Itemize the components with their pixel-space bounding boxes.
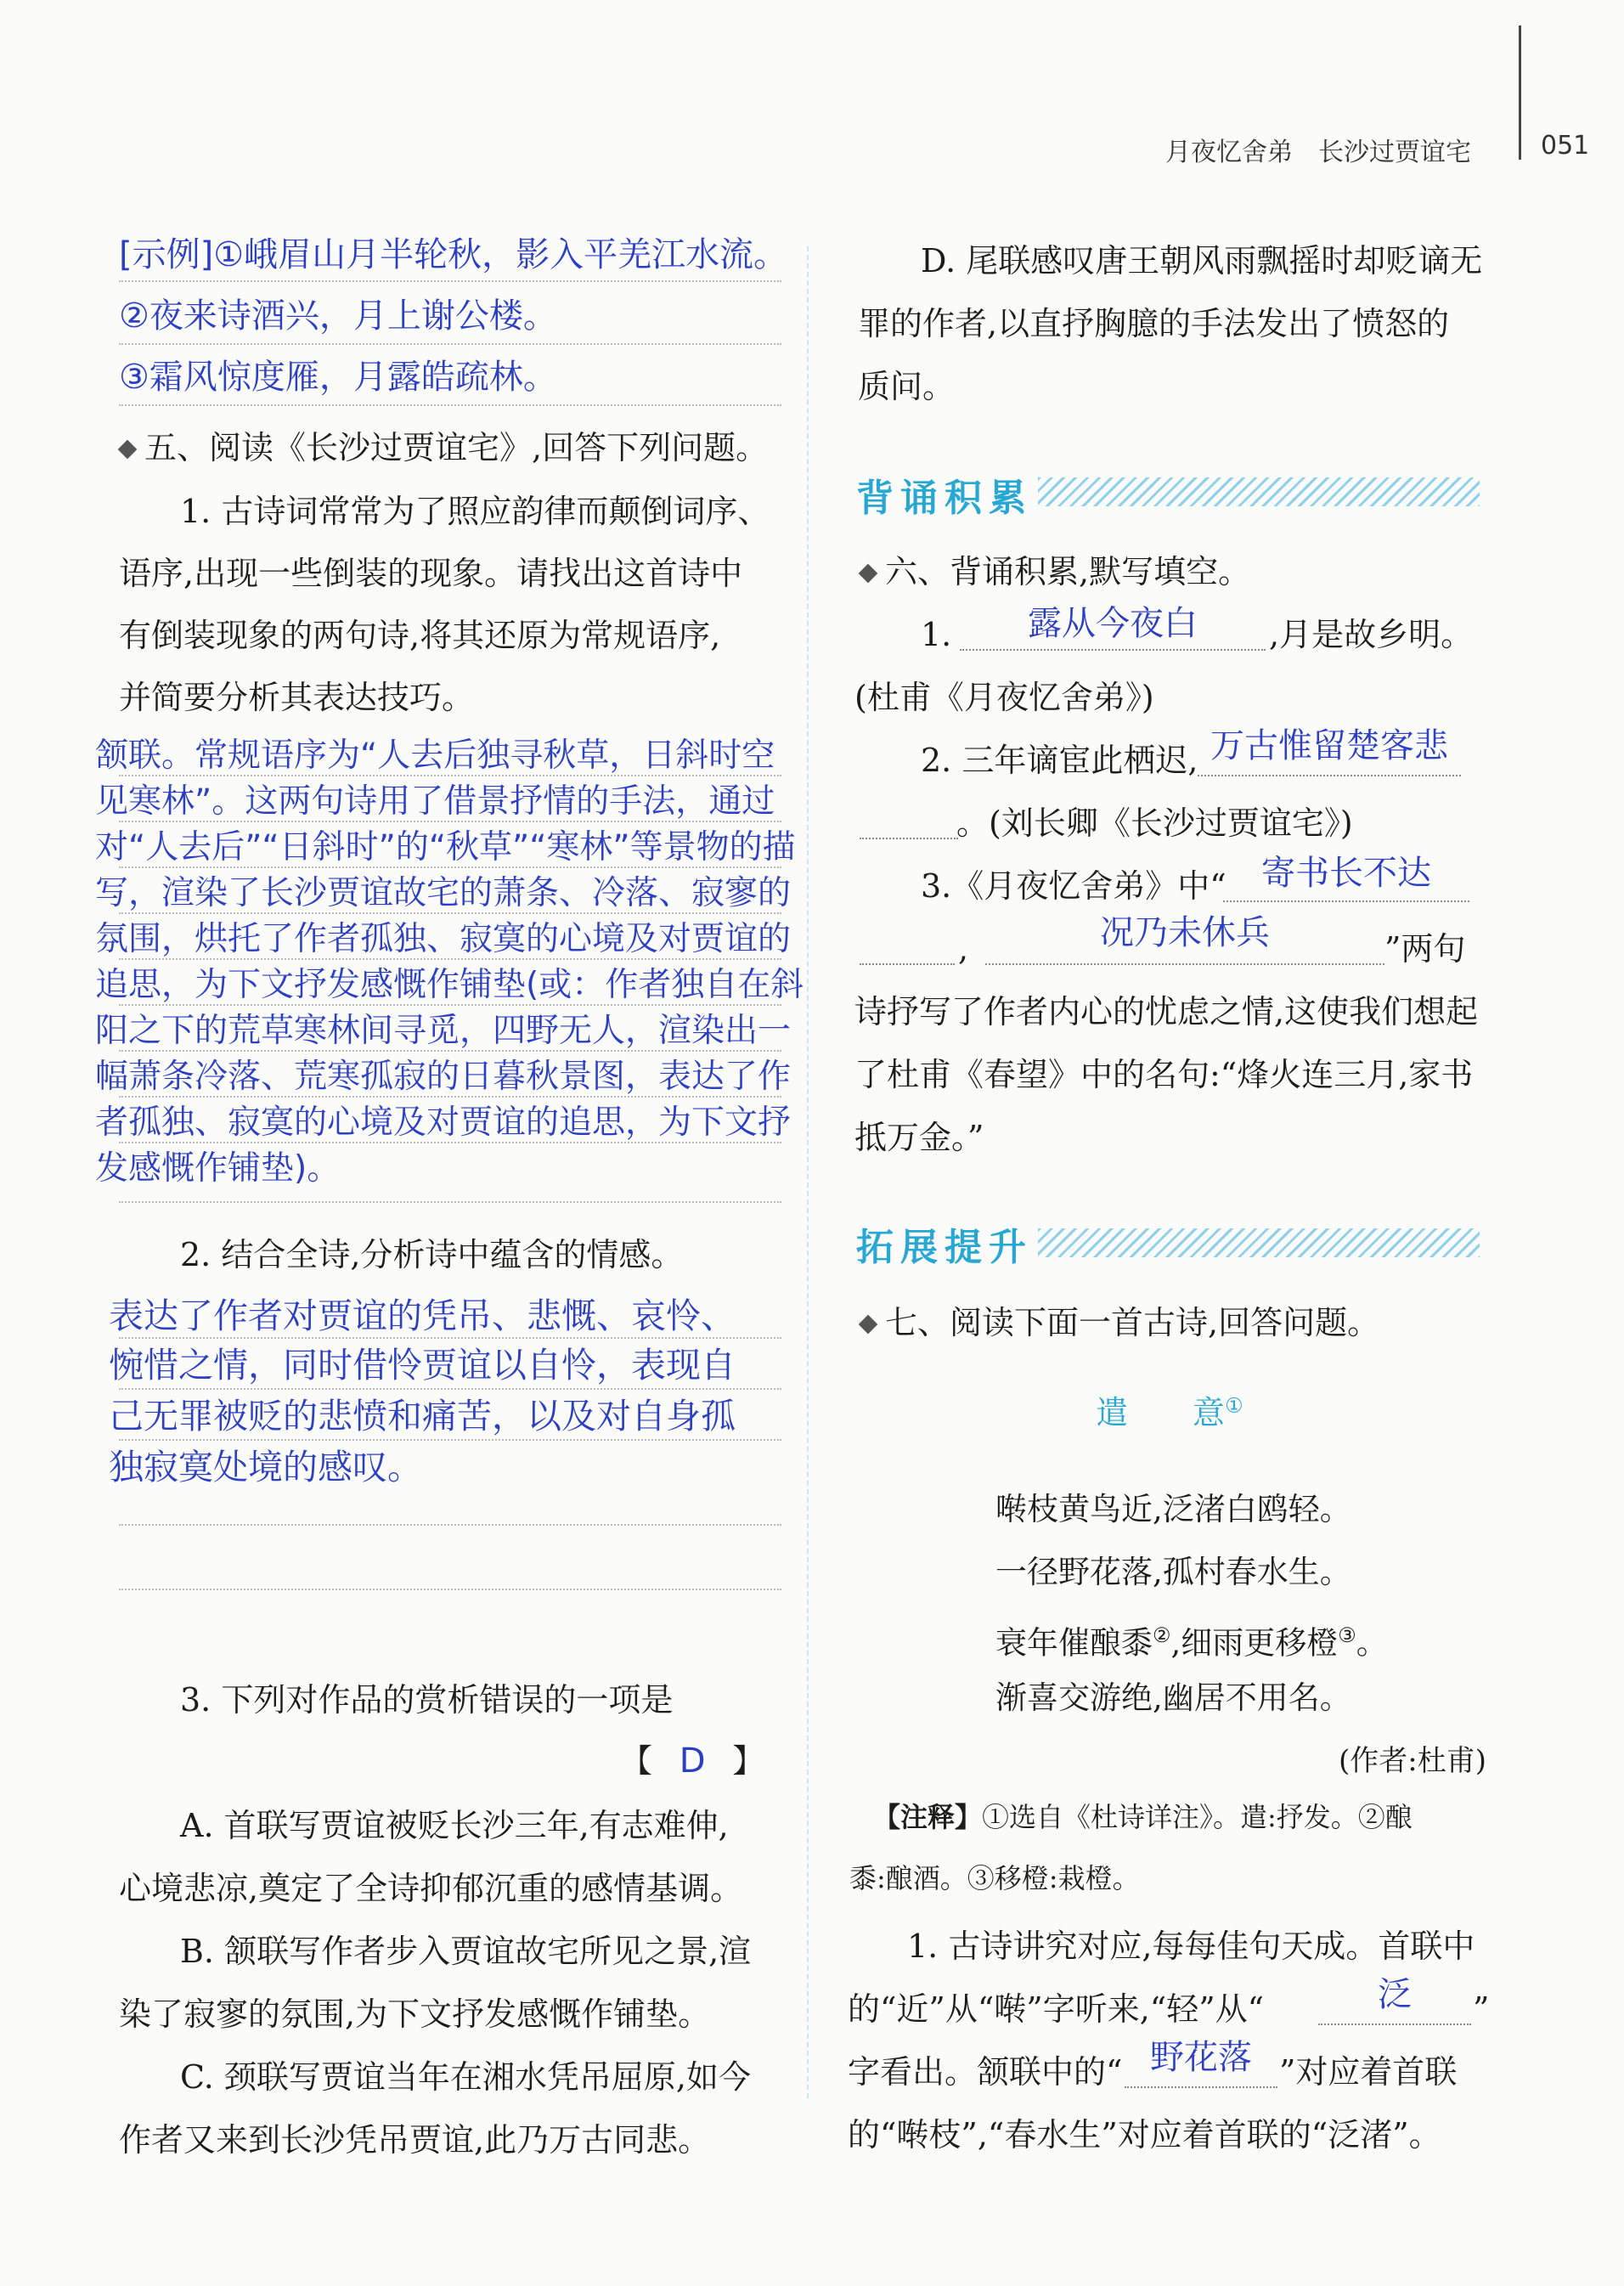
section-5-heading-text: 五、阅读《长沙过贾谊宅》,回答下列问题。 xyxy=(144,429,769,466)
q3-option-b-line-1: B. 颔联写作者步入贾谊故宅所见之景,渲 xyxy=(180,1933,752,1970)
notes-line-2: 黍:酿酒。③移橙:栽橙。 xyxy=(849,1862,1140,1894)
fill-2-suffix: 。(刘长卿《长沙过贾谊宅》) xyxy=(956,804,1353,842)
q7-1-line-2-suffix: ” xyxy=(1473,1990,1490,2028)
fill-3-line: 了杜甫《春望》中的名句:“烽火连三月,家书 xyxy=(854,1056,1474,1093)
fill-2-blank xyxy=(1198,775,1461,776)
fill-3-answer-1: 寄书长不达 xyxy=(1261,854,1431,893)
fill-1-prefix: 1. xyxy=(921,616,952,653)
section-title-recite: 背诵积累 xyxy=(856,477,1033,520)
q1-answer-line: 幅萧条冷落、荒寒孤寂的日暮秋景图，表达了作 xyxy=(95,1058,792,1096)
poem-title xyxy=(1096,1386,1243,1433)
q3-option-c-line-1: C. 颈联写贾谊当年在湘水凭吊屈原,如今 xyxy=(180,2058,751,2096)
section-6-heading xyxy=(858,540,1250,603)
q1-line-3: 有倒装现象的两句诗,将其还原为常规语序, xyxy=(119,617,721,654)
fill-3-prefix: 3.《月夜忆舍弟》中“ xyxy=(921,867,1226,905)
example-answer-line-1: [示例]①峨眉山月半轮秋，影入平羌江水流。 xyxy=(119,235,788,274)
q2-answer-line: 表达了作者对贾谊的凭吊、悲慨、哀怜、 xyxy=(109,1295,736,1336)
q2-question: 2. 结合全诗,分析诗中蕴含的情感。 xyxy=(180,1236,684,1273)
q7-1-line-3-suffix: ”对应着首联 xyxy=(1279,2053,1458,2091)
q1-answer-line: 氛围，烘托了作者孤独、寂寞的心境及对贾谊的 xyxy=(95,920,792,958)
q3-option-c-line-2: 作者又来到长沙凭吊贾谊,此乃万古同悲。 xyxy=(119,2121,711,2159)
poem-line-3-part-3: 。 xyxy=(1356,1624,1388,1662)
fill-3-suffix: ”两句 xyxy=(1384,930,1466,968)
answer-rule xyxy=(119,404,781,406)
q7-1-blank-2 xyxy=(1125,2086,1277,2088)
answer-rule xyxy=(119,1524,781,1526)
q3-option-a-line-1: A. 首联写贾谊被贬长沙三年,有志难伸, xyxy=(180,1807,729,1844)
fill-3-blank-1-cont xyxy=(860,963,955,965)
poem-title-text: 遣 意 xyxy=(1096,1394,1226,1431)
q1-answer-line: 见寒林”。这两句诗用了借景抒情的手法，通过 xyxy=(95,782,775,821)
q3-option-b-line-2: 染了寂寥的氛围,为下文抒发感慨作铺垫。 xyxy=(119,1995,711,2033)
poem-line-3-part-1: 衰年催酿黍 xyxy=(995,1624,1153,1662)
fill-1-suffix: ,月是故乡明。 xyxy=(1269,616,1474,653)
answer-rule xyxy=(119,343,781,345)
poem-notes xyxy=(873,1787,1413,1847)
q3-option-d-line-2: 罪的作者,以直抒胸臆的手法发出了愤怒的 xyxy=(858,305,1450,342)
q1-answer-line: 阳之下的荒草寒林间寻觅，四野无人，渲染出一 xyxy=(95,1012,792,1050)
q3-question: 3. 下列对作品的赏析错误的一项是 xyxy=(180,1681,674,1719)
right-column xyxy=(815,0,1624,2286)
column-divider xyxy=(807,246,809,2098)
fill-2-blank-cont xyxy=(860,838,958,839)
section-title-decoration xyxy=(1038,477,1480,506)
q2-answer-line: 独寂寞处境的感叹。 xyxy=(109,1447,422,1487)
page-number: 051 xyxy=(1541,131,1590,161)
poem-line-3 xyxy=(995,1604,1388,1674)
q1-line-2: 语序,出现一些倒装的现象。请找出这首诗中 xyxy=(119,555,743,592)
q2-answer-line: 己无罪被贬的悲愤和痛苦，以及对自身孤 xyxy=(109,1396,736,1437)
fill-3-answer-2: 况乃未休兵 xyxy=(1100,913,1270,952)
diamond-bullet-icon xyxy=(859,1314,878,1334)
section-title-extend: 拓展提升 xyxy=(856,1226,1033,1269)
fill-1-blank xyxy=(960,649,1266,651)
poem-line-2: 一径野花落,孤村春水生。 xyxy=(995,1554,1351,1590)
q7-1-line-3-prefix: 字看出。颔联中的“ xyxy=(848,2053,1123,2091)
poem-note-ref-2: ② xyxy=(1153,1623,1171,1647)
example-answer-line-2: ②夜来诗酒兴，月上谢公楼。 xyxy=(119,296,557,336)
poem-note-ref-3: ③ xyxy=(1338,1623,1356,1647)
left-column xyxy=(0,0,807,2286)
q3-option-d-line-1: D. 尾联感叹唐王朝风雨飘摇时却贬谪无 xyxy=(921,242,1483,279)
q3-option-a-line-2: 心境悲凉,奠定了全诗抑郁沉重的感情基调。 xyxy=(119,1870,743,1907)
notes-label: 【注释】 xyxy=(873,1801,983,1833)
q1-answer-line: 追思，为下文抒发感慨作铺垫(或：作者独自在斜 xyxy=(95,966,804,1004)
answer-rule xyxy=(119,280,781,282)
section-5-heading xyxy=(117,416,768,479)
section-7-heading xyxy=(858,1291,1379,1354)
fill-1-answer: 露从今夜白 xyxy=(1028,604,1198,643)
fill-3-blank-2 xyxy=(985,963,1384,965)
q2-answer-line: 惋惜之情，同时借怜贾谊以自怜，表现自 xyxy=(109,1345,736,1386)
q7-1-line-4: 的“啭枝”,“春水生”对应着首联的“泛渚”。 xyxy=(848,2116,1441,2153)
answer-rule xyxy=(119,1589,781,1590)
q1-answer-line: 写，渲染了长沙贾谊故宅的萧条、冷落、寂寥的 xyxy=(95,874,792,912)
fill-1-source: (杜甫《月夜忆舍弟》) xyxy=(854,679,1154,716)
answer-rule xyxy=(119,1201,781,1203)
fill-3-blank-1 xyxy=(1223,900,1469,902)
poem-title-note: ① xyxy=(1225,1393,1243,1418)
poem-line-3-part-2: ,细雨更移橙 xyxy=(1170,1624,1339,1662)
fill-2-answer: 万古惟留楚客悲 xyxy=(1210,726,1448,765)
q1-answer-line: 对“人去后”“日斜时”的“秋草”“寒林”等景物的描 xyxy=(95,828,796,866)
poem-author: (作者:杜甫) xyxy=(1339,1744,1486,1778)
q7-1-line-1: 1. 古诗讲究对应,每每佳句天成。首联中 xyxy=(907,1928,1475,1965)
q7-1-answer-2: 野花落 xyxy=(1150,2038,1252,2077)
q3-option-d-line-3: 质问。 xyxy=(858,368,956,405)
q1-answer-line: 颔联。常规语序为“人去后独寻秋草，日斜时空 xyxy=(95,737,775,775)
example-answer-line-3: ③霜风惊度雁，月露皓疏林。 xyxy=(119,358,557,397)
bracket-close: 】 xyxy=(732,1742,765,1780)
poem-line-4: 渐喜交游绝,幽居不用名。 xyxy=(995,1679,1351,1716)
q7-1-answer-1: 泛 xyxy=(1378,1975,1412,2014)
fill-2-prefix: 2. 三年谪宦此栖迟, xyxy=(921,742,1198,779)
q1-answer-line: 发感慨作铺垫)。 xyxy=(95,1149,341,1188)
q1-line-1: 1. 古诗词常常为了照应韵律而颠倒词序、 xyxy=(180,493,770,530)
fill-3-line: 抵万金。” xyxy=(854,1119,984,1156)
q1-line-4: 并简要分析其表达技巧。 xyxy=(119,679,475,716)
q1-answer-line: 者孤独、寂寞的心境及对贾谊的追思，为下文抒 xyxy=(95,1103,792,1142)
q3-answer: D xyxy=(679,1741,706,1781)
section-7-heading-text: 七、阅读下面一首古诗,回答问题。 xyxy=(885,1304,1380,1341)
header-title: 月夜忆舍弟 长沙过贾谊宅 xyxy=(1165,138,1471,167)
fill-3-comma: , xyxy=(958,930,969,968)
section-title-decoration xyxy=(1038,1228,1480,1257)
diamond-bullet-icon xyxy=(859,563,878,583)
q3-answer-bracket xyxy=(620,1730,764,1792)
fill-3-line: 诗抒写了作者内心的忧虑之情,这使我们想起 xyxy=(854,993,1479,1030)
diamond-bullet-icon xyxy=(118,439,138,459)
poem-line-1: 啭枝黄鸟近,泛渚白鸥轻。 xyxy=(995,1491,1351,1527)
notes-line-1: ①选自《杜诗详注》。遣:抒发。②酿 xyxy=(982,1801,1413,1833)
section-6-heading-text: 六、背诵积累,默写填空。 xyxy=(885,553,1251,590)
bracket-open: 【 xyxy=(620,1742,653,1780)
q7-1-line-2-prefix: 的“近”从“啭”字听来,“轻”从“ xyxy=(848,1990,1265,2028)
q7-1-blank-1 xyxy=(1318,2024,1471,2025)
